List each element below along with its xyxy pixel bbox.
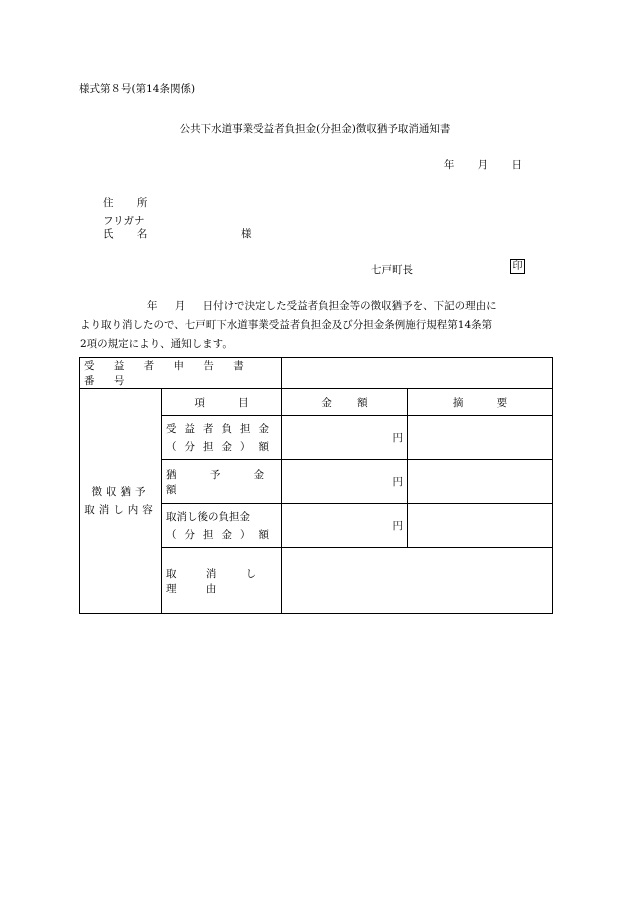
col-amount-header: 金 額 [282, 389, 408, 416]
notice-body-line3: 2項の規定により、通知します。 [80, 338, 233, 350]
application-number-field[interactable] [282, 358, 553, 389]
notice-body-line1: 年 月 日付けで決定した受益者負担金等の徴収猶予を、下記の理由に [147, 300, 497, 312]
remarks-cell[interactable] [408, 460, 553, 504]
notice-body-line2: より取り消したので、七戸町下水道事業受益者負担金及び分担金条例施行規程第14条第 [80, 319, 493, 331]
address-label: 住 所 [103, 197, 148, 209]
application-number-label: 受 益 者 申 告 書 番 号 [80, 358, 282, 389]
issue-date: 年 月 日 [443, 159, 522, 171]
row-beneficiary-item [162, 416, 282, 460]
amount-cell[interactable] [282, 504, 408, 548]
item-label: 取消し後の負担金 [166, 510, 250, 523]
issuer-name: 七戸町長 [371, 264, 413, 276]
furigana-label: フリガナ [103, 215, 145, 227]
section-label-line2: 取消し内容 [84, 504, 157, 516]
reason-field[interactable] [282, 548, 553, 614]
notice-body [80, 297, 555, 354]
cancellation-table [79, 357, 553, 614]
section-label [80, 389, 162, 614]
seal-stamp: 印 [510, 259, 525, 274]
row-after-cancel-item [162, 504, 282, 548]
item-label: 受益者負担金 [166, 422, 277, 435]
yen-unit: 円 [392, 520, 403, 532]
item-label-sub: （分担金）額 [166, 440, 277, 453]
remarks-cell[interactable] [408, 416, 553, 460]
document-title: 公共下水道事業受益者負担金(分担金)徴収猶予取消通知書 [179, 123, 451, 135]
name-label: 氏 名 [103, 228, 148, 240]
section-label-line1: 徴収猶予 [91, 486, 150, 498]
item-label: 猶 予 金 額 [166, 468, 273, 496]
col-remarks-header: 摘 要 [408, 389, 553, 416]
col-item-header: 項 目 [162, 389, 282, 416]
yen-unit: 円 [392, 432, 403, 444]
remarks-cell[interactable] [408, 504, 553, 548]
yen-unit: 円 [392, 476, 403, 488]
amount-cell[interactable] [282, 416, 408, 460]
item-label-sub: （分担金）額 [166, 528, 277, 541]
reason-label: 取 消 し 理 由 [162, 548, 282, 614]
form-number: 様式第８号(第14条関係) [79, 83, 196, 95]
row-deferred-item [162, 460, 282, 504]
amount-cell[interactable] [282, 460, 408, 504]
honorific: 様 [241, 228, 252, 240]
